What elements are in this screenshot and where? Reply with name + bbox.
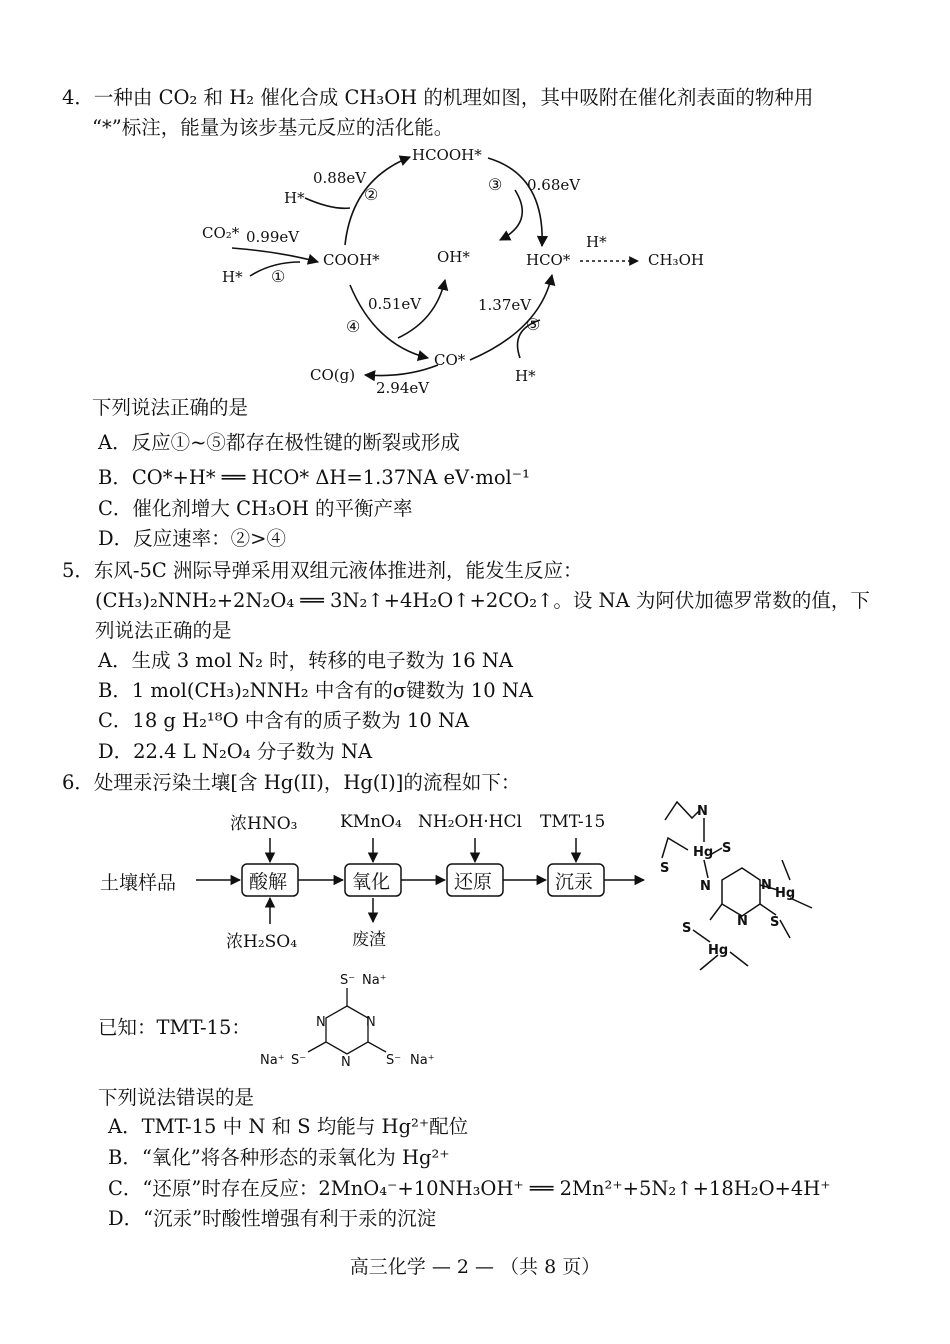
energy-step5: 1.37eV <box>478 296 532 314</box>
tmt-n-3: N <box>341 1055 351 1070</box>
q5-stem-line3: 列说法正确的是 <box>95 619 232 642</box>
reagent-tmt: TMT-15 <box>540 812 606 832</box>
reagent-nh2oh: NH₂OH·HCl <box>418 812 522 832</box>
q5-option-a: A．生成 3 mol N₂ 时，转移的电子数为 16 NA <box>98 649 513 672</box>
q4-option-c: C．催化剂增大 CH₃OH 的平衡产率 <box>98 497 413 520</box>
flow-box-acid: 酸解 <box>249 871 288 893</box>
tmt-s-top: S⁻ <box>340 973 356 988</box>
q5-option-c: C．18 g H₂¹⁸O 中含有的质子数为 10 NA <box>98 709 470 732</box>
complex-hg-2: Hg <box>775 886 796 901</box>
species-h-step2: H* <box>284 189 305 207</box>
complex-n-ring-3: N <box>737 914 748 929</box>
tmt-s-right: S⁻ <box>386 1053 402 1068</box>
flow-box-precipitate: 沉汞 <box>555 871 594 893</box>
species-hcooh: HCOOH* <box>412 146 482 164</box>
complex-s-2: S <box>660 861 670 876</box>
waste-label: 废渣 <box>352 930 386 950</box>
step-label-3: ③ <box>488 175 503 194</box>
energy-co-desorb: 2.94eV <box>376 379 430 397</box>
step-label-4: ④ <box>346 317 361 336</box>
energy-step2: 0.88eV <box>313 169 367 187</box>
complex-hg-1: Hg <box>693 845 714 860</box>
species-oh: OH* <box>437 248 470 266</box>
reagent-h2so4: 浓H₂SO₄ <box>226 932 298 952</box>
energy-step4: 0.51eV <box>368 295 422 313</box>
species-h-step1: H* <box>222 268 243 286</box>
flow-box-reduce: 还原 <box>454 871 493 893</box>
complex-n-ring-1: N <box>700 879 711 894</box>
energy-step3: 0.68eV <box>527 176 581 194</box>
reagent-kmno4: KMnO₄ <box>340 812 402 832</box>
q5-option-b: B．1 mol(CH₃)₂NNH₂ 中含有的σ键数为 10 NA <box>98 679 533 702</box>
q6-known-label: 已知：TMT-15： <box>98 1016 251 1039</box>
q6-option-b: B．“氧化”将各种形态的汞氧化为 Hg²⁺ <box>108 1146 450 1169</box>
q6-option-a: A．TMT-15 中 N 和 S 均能与 Hg²⁺配位 <box>108 1115 469 1138</box>
q4-stem-line1: 4．一种由 CO₂ 和 H₂ 催化合成 CH₃OH 的机理如图，其中吸附在催化剂表面的物种用 <box>62 86 814 109</box>
q5-stem-line2: (CH₃)₂NNH₂+2N₂O₄ ══ 3N₂↑+4H₂O↑+2CO₂↑。设 NA 为阿伏加德罗常数的值，下 <box>95 589 870 612</box>
tmt-n-2: N <box>366 1015 376 1030</box>
species-co-ads: CO* <box>434 351 466 369</box>
q6-stem: 6．处理汞污染土壤[含 Hg(II)，Hg(I)]的流程如下： <box>62 771 521 794</box>
species-ch3oh: CH₃OH <box>648 251 704 269</box>
step-label-5: ⑤ <box>526 315 541 334</box>
complex-s-1: S <box>722 841 732 856</box>
q5-option-d: D．22.4 L N₂O₄ 分子数为 NA <box>98 740 373 763</box>
complex-s-4: S <box>682 921 692 936</box>
q5-stem-line1: 5．东风-5C 洲际导弹采用双组元液体推进剂，能发生反应： <box>62 559 583 582</box>
complex-s-3: S <box>770 915 780 930</box>
species-co-gas: CO(g) <box>310 366 356 384</box>
q4-prompt: 下列说法正确的是 <box>92 396 249 419</box>
step-label-2: ② <box>364 185 379 204</box>
tmt-na-top: Na⁺ <box>362 973 387 988</box>
page-footer: 高三化学 — 2 — （共 8 页） <box>349 1256 601 1278</box>
q4-option-d: D．反应速率：②>④ <box>98 527 286 550</box>
energy-step1: 0.99eV <box>246 228 300 246</box>
tmt-n-1: N <box>316 1015 326 1030</box>
q4-option-b: B．CO*+H* ══ HCO* ΔH=1.37NA eV·mol⁻¹ <box>98 466 530 489</box>
q6-option-d: D．“沉汞”时酸性增强有利于汞的沉淀 <box>108 1207 437 1230</box>
tmt-na-right: Na⁺ <box>410 1053 435 1068</box>
tmt-na-left: Na⁺ <box>260 1053 285 1068</box>
step-label-1: ① <box>271 267 286 286</box>
q4-option-a: A．反应①~⑤都存在极性键的断裂或形成 <box>98 431 460 454</box>
q4-stem-line2: “*”标注，能量为该步基元反应的活化能。 <box>92 116 454 139</box>
species-co2: CO₂* <box>202 224 240 242</box>
complex-hg-3: Hg <box>708 943 729 958</box>
species-h-hco: H* <box>586 233 607 251</box>
species-hco: HCO* <box>526 251 571 269</box>
flow-box-oxidize: 氧化 <box>352 871 391 893</box>
species-h-step5: H* <box>515 367 536 385</box>
reagent-hno3: 浓HNO₃ <box>230 814 298 834</box>
tmt-s-left: S⁻ <box>291 1053 307 1068</box>
flow-input: 土壤样品 <box>100 872 177 894</box>
complex-n-top: N <box>697 804 708 819</box>
q6-option-c: C．“还原”时存在反应：2MnO₄⁻+10NH₃OH⁺ ══ 2Mn²⁺+5N₂↑+18H₂O+4H⁺ <box>108 1177 831 1200</box>
q6-prompt: 下列说法错误的是 <box>98 1086 255 1109</box>
complex-n-ring-2: N <box>761 878 772 893</box>
species-cooh: COOH* <box>323 251 380 269</box>
